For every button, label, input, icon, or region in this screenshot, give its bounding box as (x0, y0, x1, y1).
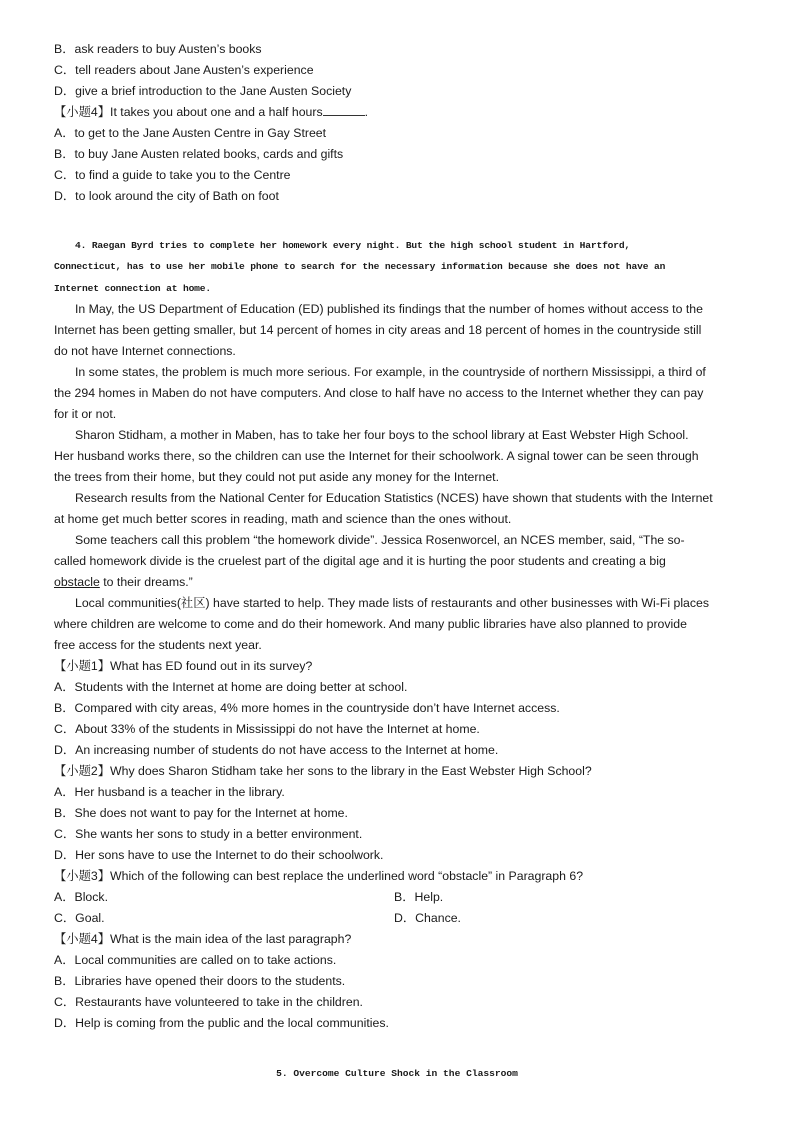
line-text: 【小题1】What has ED found out in its survey? (54, 658, 313, 673)
passage-line (54, 341, 754, 362)
line-text: A．to get to the Jane Austen Centre in Gay Street (54, 126, 327, 140)
line-text: 【小题4】What is the main idea of the last paragraph? (54, 931, 352, 946)
line-text: In May, the US Department of Education (ED) published its findings that the number of homes without access to the (75, 301, 703, 316)
question-line (54, 992, 754, 1013)
question-line (54, 887, 754, 908)
line-text: B．She does not want to pay for the Internet at home. (54, 805, 348, 820)
question-line (54, 698, 754, 719)
question-line (54, 824, 754, 845)
passage-intro-line (54, 235, 754, 256)
line-text: A．Local communities are called on to take actions. (54, 952, 337, 967)
passage-line (54, 446, 754, 467)
question-line (54, 761, 754, 782)
passage-line (54, 593, 754, 614)
passage-intro-line (54, 256, 754, 277)
passage-line (54, 320, 754, 341)
line-text: C．Restaurants have volunteered to take in the children. (54, 994, 363, 1009)
option-line (54, 102, 754, 123)
line-text: Sharon Stidham, a mother in Maben, has to take her four boys to the school library at East Webster High School. (75, 427, 689, 442)
passage-line (54, 362, 754, 383)
question-line (54, 845, 754, 866)
question-line (54, 1013, 754, 1034)
line-text: 【小题3】Which of the following can best replace the underlined word “obstacle” in Paragraph 6? (54, 868, 584, 883)
line-text: Local communities(社区) have started to help. They made lists of restaurants and other businesses with Wi-Fi places (75, 595, 710, 610)
line-text: C．She wants her sons to study in a better environment. (54, 826, 363, 841)
question-line (54, 908, 754, 929)
passage-line (54, 488, 754, 509)
line-text-after: . (364, 105, 369, 119)
question-line (54, 803, 754, 824)
line-text: the trees from their home, but they could not put aside any money for the Internet. (54, 469, 499, 484)
underlined-word: obstacle (54, 574, 100, 589)
passage-5-title: 5. Overcome Culture Shock in the Classroom (276, 1067, 518, 1079)
answer-blank (323, 102, 365, 116)
question-line (54, 971, 754, 992)
line-text: 【小题2】Why does Sharon Stidham take her sons to the library in the East Webster High School? (54, 763, 592, 778)
line-text: A．Block. (54, 889, 108, 904)
answer-option: B．Help. (394, 889, 444, 904)
passage-4-body (54, 299, 754, 656)
line-text: C．Goal. (54, 910, 105, 925)
question-line (54, 950, 754, 971)
line-text: Her husband works there, so the children can use the Internet for their schoolwork. A signal tower can be seen through (54, 448, 699, 463)
option-line (54, 123, 754, 144)
line-text: In some states, the problem is much more serious. For example, in the countryside of northern Mississippi, a third of (75, 364, 706, 379)
line-text: B．ask readers to buy Austen’s books (54, 42, 262, 56)
passage-4-intro (54, 235, 754, 299)
passage-4-questions (54, 656, 754, 1034)
question-line (54, 929, 754, 950)
line-text: free access for the students next year. (54, 637, 262, 652)
passage-line (54, 404, 754, 425)
line-text: 4. Raegan Byrd tries to complete her homework every night. But the high school student in Hartford, (75, 240, 631, 251)
passage-line (54, 467, 754, 488)
passage-line (54, 509, 754, 530)
question-line (54, 740, 754, 761)
option-line (54, 165, 754, 186)
line-text: Connecticut, has to use her mobile phone to search for the necessary information because she does not have an (54, 261, 666, 273)
line-text: A．Students with the Internet at home are doing better at school. (54, 679, 408, 694)
question-line (54, 866, 754, 887)
passage-line (54, 614, 754, 635)
line-text: B．Compared with city areas, 4% more homes in the countryside don’t have Internet access. (54, 700, 560, 715)
line-text: D．Help is coming from the public and the local communities. (54, 1015, 389, 1030)
line-text: B．Libraries have opened their doors to the students. (54, 973, 346, 988)
passage-line (54, 425, 754, 446)
line-text: Research results from the National Center for Education Statistics (NCES) have shown that students with the Internet (75, 490, 713, 505)
line-text: Internet connection at home. (54, 282, 212, 294)
line-text: D．Her sons have to use the Internet to do their schoolwork. (54, 847, 384, 862)
line-text: Some teachers call this problem “the homework divide”. Jessica Rosenworcel, an NCES member, said, “The so- (75, 532, 685, 547)
passage-intro-line (54, 278, 754, 299)
passage-line (54, 299, 754, 320)
line-text: at home get much better scores in reading, math and science than the ones without. (54, 511, 512, 526)
option-line (54, 81, 754, 102)
answer-option: D．Chance. (394, 910, 461, 925)
question-line (54, 782, 754, 803)
line-text: for it or not. (54, 406, 117, 421)
line-text: B．to buy Jane Austen related books, cards and gifts (54, 147, 344, 161)
option-line (54, 144, 754, 165)
option-line (54, 186, 754, 207)
document-page (54, 39, 754, 1084)
line-text: D．to look around the city of Bath on foot (54, 189, 279, 203)
line-text: D．give a brief introduction to the Jane Austen Society (54, 84, 352, 98)
line-text: to their dreams.” (99, 574, 193, 589)
previous-question-options (54, 39, 754, 207)
line-text: A．Her husband is a teacher in the library. (54, 784, 285, 799)
line-text: D．An increasing number of students do not have access to the Internet at home. (54, 742, 499, 757)
line-text: Internet has been getting smaller, but 14 percent of homes in city areas and 18 percent of homes in the countryside still (54, 322, 702, 337)
option-line (54, 39, 754, 60)
passage-line (54, 635, 754, 656)
question-line (54, 656, 754, 677)
question-line (54, 677, 754, 698)
line-text: C．About 33% of the students in Mississippi do not have the Internet at home. (54, 721, 480, 736)
line-text: the 294 homes in Maben do not have computers. And close to half have no access to the Internet whether they can pay (54, 385, 704, 400)
passage-line (54, 572, 754, 593)
passage-line (54, 530, 754, 551)
line-text: where children are welcome to come and do their homework. And many public libraries have also planned to provide (54, 616, 687, 631)
passage-line (54, 551, 754, 572)
passage-line (54, 383, 754, 404)
line-text: C．tell readers about Jane Austen’s experience (54, 63, 314, 77)
question-line (54, 719, 754, 740)
option-line (54, 60, 754, 81)
line-text: C．to find a guide to take you to the Centre (54, 168, 291, 182)
line-text: called homework divide is the cruelest part of the digital age and it is hurting the poor students and creating a big (54, 553, 666, 568)
line-text: do not have Internet connections. (54, 343, 236, 358)
line-text: 【小题4】It takes you about one and a half hours (54, 105, 323, 119)
